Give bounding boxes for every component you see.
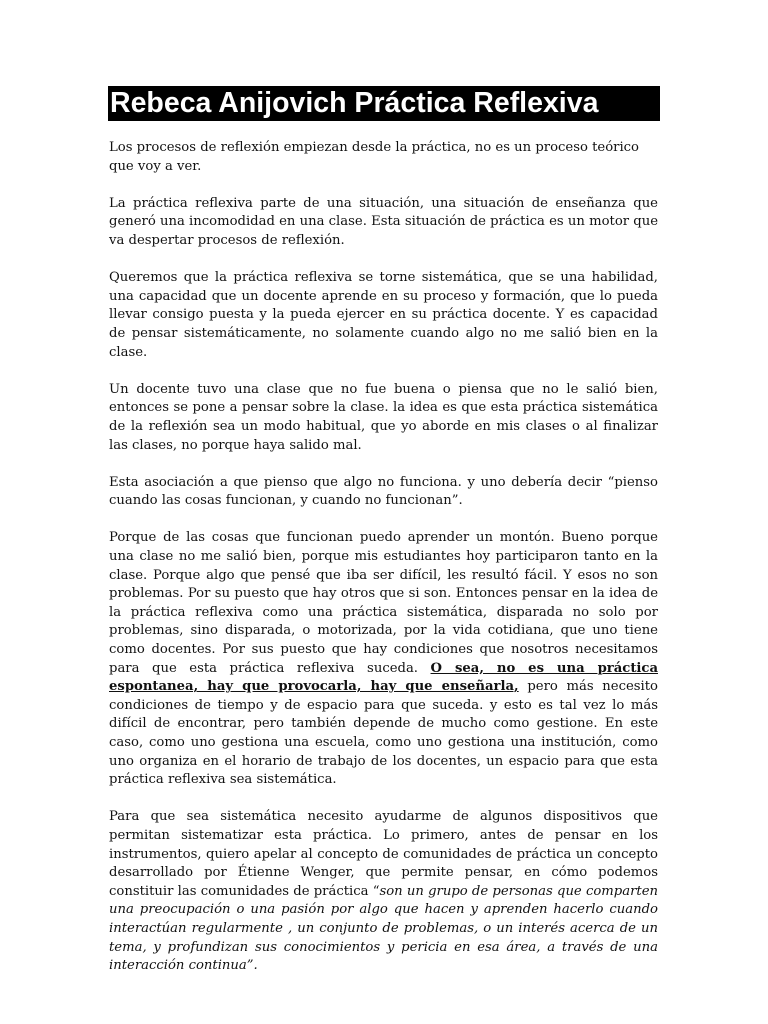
paragraph-1: Los procesos de reflexión empiezan desde la práctica, no es un proceso teórico que voy a ver. <box>109 140 639 174</box>
paragraph-2: La práctica reflexiva parte de una situación, una situación de enseñanza que generó una incomodidad en una clase. Esta situación de práctica es un motor que va despertar procesos de reflexión. <box>109 195 658 248</box>
wenger-quote: son un grupo de personas que comparten una preocupación o una pasión por algo que hacen y aprenden hacerlo cuando interactúan regularmente , un conjunto de problemas, o un interés acerca de un tema, y profundizan sus conocimientos y pericia en esa área, a través de una interacción continua”. <box>109 883 658 974</box>
paragraph-4: Un docente tuvo una clase que no fue buena o piensa que no le salió bien, entonces se pone a pensar sobre la clase. la idea es que esta práctica sistemática de la reflexión sea un modo habitual, que yo aborde en mis clases o al finalizar las clases, no porque haya salido mal. <box>109 381 658 453</box>
paragraph-6-text-start: Porque de las cosas que funcionan puedo aprender un montón. Bueno porque una clase no me salió bien, porque mis estudiantes hoy participaron tanto en la clase. Porque algo que pensé que iba ser difícil, les resultó fácil. Y esos no son problemas. Por su puesto que hay otros que si son. Entonces pensar en la idea de la práctica reflexiva como una práctica sistemática, disparada no solo por problemas, sino disparada, o motorizada, por la vida cotidiana, que uno tiene como docentes. Por sus puesto que hay condiciones que nosotros necesitamos para que esta práctica reflexiva suceda. <box>109 530 658 676</box>
paragraph-6-text-end: pero más necesito condiciones de tiempo y de espacio para que suceda. y esto es tal vez lo más difícil de encontrar, pero también depende de mucho como gestione. En este caso, como uno gestiona una escuela, como uno gestiona una institución, como uno organiza en el horario de trabajo de los docentes, un espacio para que esta práctica reflexiva sea sistemática. <box>109 679 658 788</box>
paragraph-7-text-start: Para que sea sistemática necesito ayudarme de algunos dispositivos que permitan sistematizar esta práctica. Lo primero, antes de pensar en los instrumentos, quiero apelar al concepto de comunidades de práctica un concepto desarrollado por Étienne Wenger, que permite pensar, en cómo podemos constituir las comunidades de práctica “ <box>109 809 658 899</box>
paragraph-3: Queremos que la práctica reflexiva se torne sistemática, que se una habilidad, una capacidad que un docente aprende en su proceso y formación, que lo pueda llevar consigo puesta y la pueda ejercer en su práctica docente. Y es capacidad de pensar sistemáticamente, no solamente cuando algo no me salió bien en la clase. <box>109 270 658 360</box>
paragraph-6 <box>109 529 658 789</box>
document-title: Rebeca Anijovich Práctica Reflexiva <box>108 86 660 121</box>
document-body <box>109 139 658 994</box>
paragraph-5: Esta asociación a que pienso que algo no funciona. y uno debería decir “pienso cuando las cosas funcionan, y cuando no funcionan”. <box>109 474 658 509</box>
paragraph-7 <box>109 808 658 975</box>
emphasized-sentence: O sea, no es una práctica espontanea, hay que provocarla, hay que enseñarla, <box>109 660 658 695</box>
